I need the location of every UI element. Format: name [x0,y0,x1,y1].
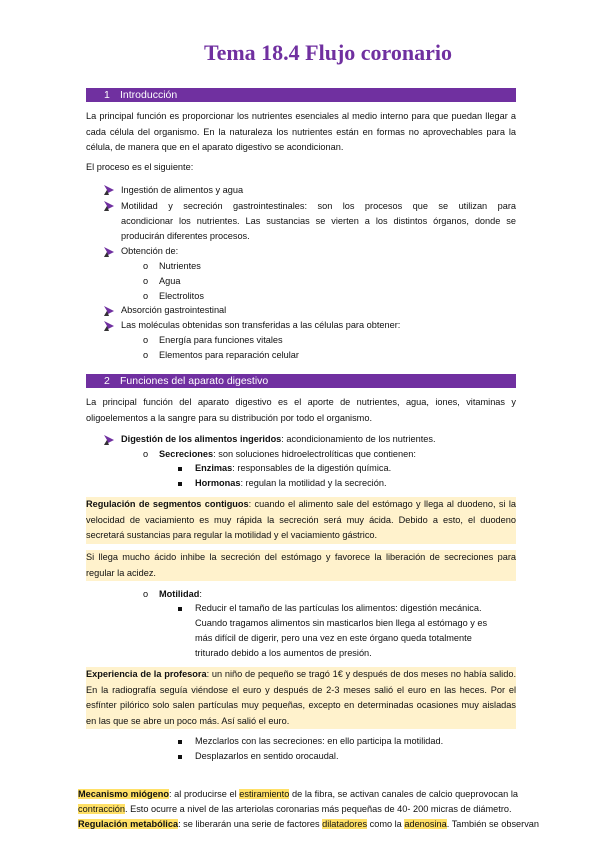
circle-bullet: o [143,589,149,599]
sub-sub-item-hormonas: Hormonas: regulan la motilidad y la secreción. [195,478,387,488]
list-item-obtencion: Obtención de: [121,246,179,256]
sub-item-energia: Energía para funciones vitales [159,335,283,345]
arrow-bullet-icon [103,246,115,258]
metabolica-paragraph: Regulación metabólica: se liberarán una serie de factores dilatadores como la adenosina. También se observan [78,819,540,829]
list-item-motilidad-line2: acondicionar los nutrientes. Las sustancias se vierten a los distintos órganos, donde se [121,216,516,226]
list-item-ingestion: Ingestión de alimentos y agua [121,185,244,195]
list-item-moleculas: Las moléculas obtenidas son transferidas a las células para obtener: [121,320,401,330]
section-number: 2 [104,375,110,387]
section-heading-introduccion [86,88,516,102]
desplazarlos-item: Desplazarlos en sentido orocaudal. [195,751,339,761]
list-item-digestion: Digestión de los alimentos ingeridos: acondicionamiento de los nutrientes. [121,434,436,444]
sub-item-nutrientes: Nutrientes [159,261,201,271]
circle-bullet: o [143,335,149,345]
mezclarlos-item: Mezclarlos con las secreciones: en ello participa la motilidad. [195,736,444,746]
arrow-bullet-icon [103,200,115,212]
arrow-bullet-icon [103,184,115,196]
circle-bullet: o [143,350,149,360]
reducir-line2: Cuando tragamos alimentos sin masticarlos bien llega al estómago y es [195,618,488,628]
reducir-line4: triturado debido a los aumentos de presión. [195,648,372,658]
square-bullet [178,482,182,486]
section-label: Introducción [120,89,178,101]
sub-item-motilidad: Motilidad: [159,589,202,599]
proceso-paragraph: El proceso es el siguiente: [86,162,194,172]
circle-bullet: o [143,291,149,301]
regulacion-highlight-box: Regulación de segmentos contiguos: cuando el alimento sale del estómago y llega al duodeno, si la velocidad de vaciamiento es muy rápida la secreción será muy ácida. Debido a esto, el duodeno secretará sustancias para regular la motilidad y el vaciamiento gástrico. [86,497,516,544]
reducir-line1: Reducir el tamaño de las partículas los alimentos: digestión mecánica. [195,603,482,613]
sub-item-agua: Agua [159,276,181,286]
list-item-absorcion: Absorción gastrointestinal [121,305,227,315]
mecanismo-paragraph: Mecanismo miógeno: al producirse el estiramiento de la fibra, se activan canales de calcio queprovocan la contracción. Esto ocurre a nivel de las arteriolas coronarias más pequeñas de 40- 200 micras de diámetro. [78,789,518,814]
list-item-motilidad-line3: producirán diferentes procesos. [121,231,250,241]
circle-bullet: o [143,261,149,271]
sub-sub-item-enzimas: Enzimas: responsables de la digestión química. [195,463,392,473]
section-heading-funciones [86,374,516,388]
section-number: 1 [104,89,110,101]
sub-item-electrolitos: Electrolitos [159,291,204,301]
arrow-bullet-icon [103,434,115,446]
square-bullet [178,755,182,759]
sub-item-secreciones: Secreciones: son soluciones hidroelectrolíticas que contienen: [159,449,416,459]
arrow-bullet-icon [103,320,115,332]
square-bullet [178,607,182,611]
circle-bullet: o [143,276,149,286]
circle-bullet: o [143,449,149,459]
square-bullet [178,740,182,744]
section-label: Funciones del aparato digestivo [120,375,269,387]
reducir-line3: más difícil de digerir, pero una vez en este órgano queda totalmente [195,633,472,643]
experiencia-highlight-box: Experiencia de la profesora: un niño de pequeño se tragó 1€ y después de dos meses no había salido. En la radiografía seguía viéndose el euro y después de 2-3 meses salió el euro en las heces. Por el esfínter pilórico solo salen partículas muy pequeñas, excepto en determinadas ocasiones muy aisladas en las que se abre un poco más. Así salió el euro. [86,667,516,729]
arrow-bullet-icon [103,305,115,317]
sub-item-elementos: Elementos para reparación celular [159,350,299,360]
acido-highlight-box: Si llega mucho ácido inhibe la secreción del estómago y favorece la liberación de secreciones para regular la acidez. [86,550,516,581]
page-title: Tema 18.4 Flujo coronario [203,40,453,65]
list-item-motilidad-line1: Motilidad y secreción gastrointestinales: son los procesos que se utilizan para [121,201,516,211]
square-bullet [178,467,182,471]
intro-paragraph: La principal función es proporcionar los nutrientes esenciales al medio interno para que puedan llegar a cada célula del organismo. En la naturaleza los nutrientes están en formas no aprovechables para la célula, de manera que en el aparato digestivo se acondicionan. [86,111,516,152]
funciones-paragraph: La principal función del aparato digestivo es el aporte de nutrientes, agua, iones, vitaminas y oligoelementos a la sangre para su distribución por todo el organismo. [86,397,516,423]
